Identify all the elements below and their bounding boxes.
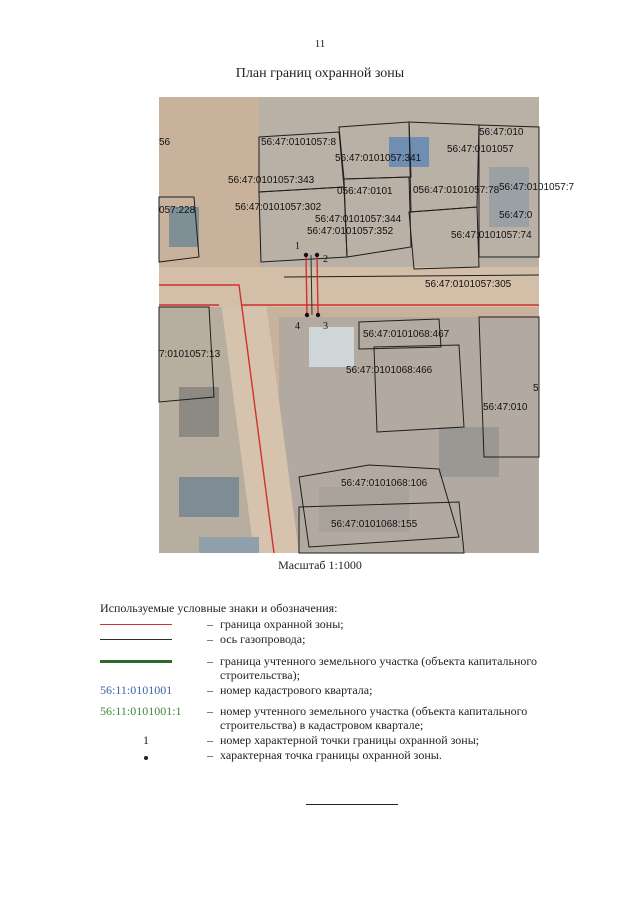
point-label-3: 3 — [323, 321, 328, 332]
parcel-label: 56:47:0101057:8 — [261, 137, 337, 148]
parcel-label: 56:47:0101057:341 — [335, 153, 422, 164]
point-label-1: 1 — [295, 241, 300, 252]
parcel-label: 56:47:0101057:7 — [499, 182, 575, 193]
parcel-label: 56:47:0101068:155 — [331, 519, 418, 530]
boundary-point-4 — [305, 313, 309, 317]
parcel-label: 56:47:0 — [499, 210, 533, 221]
parcel-label: 56:47:010 — [479, 127, 524, 138]
parcel-label: 56:47:0101068:467 — [363, 329, 450, 340]
legend-dash: – — [207, 704, 213, 718]
thin-line-symbol — [100, 632, 172, 646]
parcel-label: 56:47:0101057 — [447, 144, 514, 155]
legend-item — [100, 683, 600, 699]
legend-text: граница охранной зоны; — [220, 617, 344, 631]
boundary-point-2 — [315, 253, 319, 257]
legend-title: Используемые условные знаки и обозначения: — [100, 601, 338, 615]
legend-item — [100, 654, 600, 684]
page-number: 11 — [314, 38, 326, 50]
legend-item — [100, 632, 600, 648]
legend-item — [100, 733, 600, 749]
map-image — [159, 97, 575, 553]
legend-dash: – — [207, 733, 213, 747]
legend-text: номер кадастрового квартала; — [220, 683, 373, 697]
point-dot-symbol — [100, 748, 172, 762]
parcel-label: 7:0101057:13 — [159, 349, 221, 360]
legend-dash: – — [207, 683, 213, 697]
legend-text: номер учтенного земельного участка (объекта капитального строительства) в кадастровом квартале; — [220, 704, 528, 732]
page-title: План границ охранной зоны — [235, 66, 405, 81]
parcel-label: 56:47:0101057:74 — [451, 230, 532, 241]
parcel-label: 56:47:0101057:305 — [425, 279, 512, 290]
parcel-label: 56:47:0101057:343 — [228, 175, 315, 186]
legend-dash: – — [207, 654, 213, 668]
legend-dash: – — [207, 617, 213, 631]
legend-text: ось газопровода; — [220, 632, 306, 646]
point-label-2: 2 — [323, 254, 328, 265]
point-label-4: 4 — [295, 321, 300, 332]
boundary-point-3 — [316, 313, 320, 317]
parcel-label: 56:47:0101057:344 — [315, 214, 402, 225]
parcel-code-symbol: 56:11:0101001:1 — [100, 704, 182, 718]
boundary-point-1 — [304, 253, 308, 257]
legend-dash: – — [207, 632, 213, 646]
parcel-label: 56 — [159, 137, 171, 148]
red-line-symbol — [100, 617, 172, 631]
legend-item — [100, 617, 600, 633]
parcel-label: 56:47:0101068:106 — [341, 478, 428, 489]
quarter-code-symbol: 56:11:0101001 — [100, 683, 173, 697]
parcel-label: 5 — [533, 383, 539, 394]
parcel-label: 56:47:0101057:302 — [235, 202, 322, 213]
parcel-label: 057:228 — [159, 205, 196, 216]
legend-text: номер характерной точки границы охранной зоны; — [220, 733, 480, 747]
parcel-label: 056:47:0101 — [337, 186, 393, 197]
point-number-symbol: 1 — [143, 733, 149, 747]
legend-item — [100, 748, 600, 764]
parcel-label: 56:47:010 — [483, 402, 528, 413]
legend-item — [100, 704, 600, 734]
parcel-label: 56:47:0101068:466 — [346, 365, 433, 376]
legend-dash: – — [207, 748, 213, 762]
scale-label: Масштаб 1:1000 — [278, 558, 362, 572]
green-line-symbol — [100, 654, 172, 668]
legend-text: граница учтенного земельного участка (объекта капитального строительства); — [220, 654, 538, 682]
parcel-label: 056:47:0101057:78 — [413, 185, 500, 196]
parcel-label: 56:47:0101057:352 — [307, 226, 394, 237]
legend-text: характерная точка границы охранной зоны. — [220, 748, 442, 762]
footer-divider — [306, 804, 398, 805]
